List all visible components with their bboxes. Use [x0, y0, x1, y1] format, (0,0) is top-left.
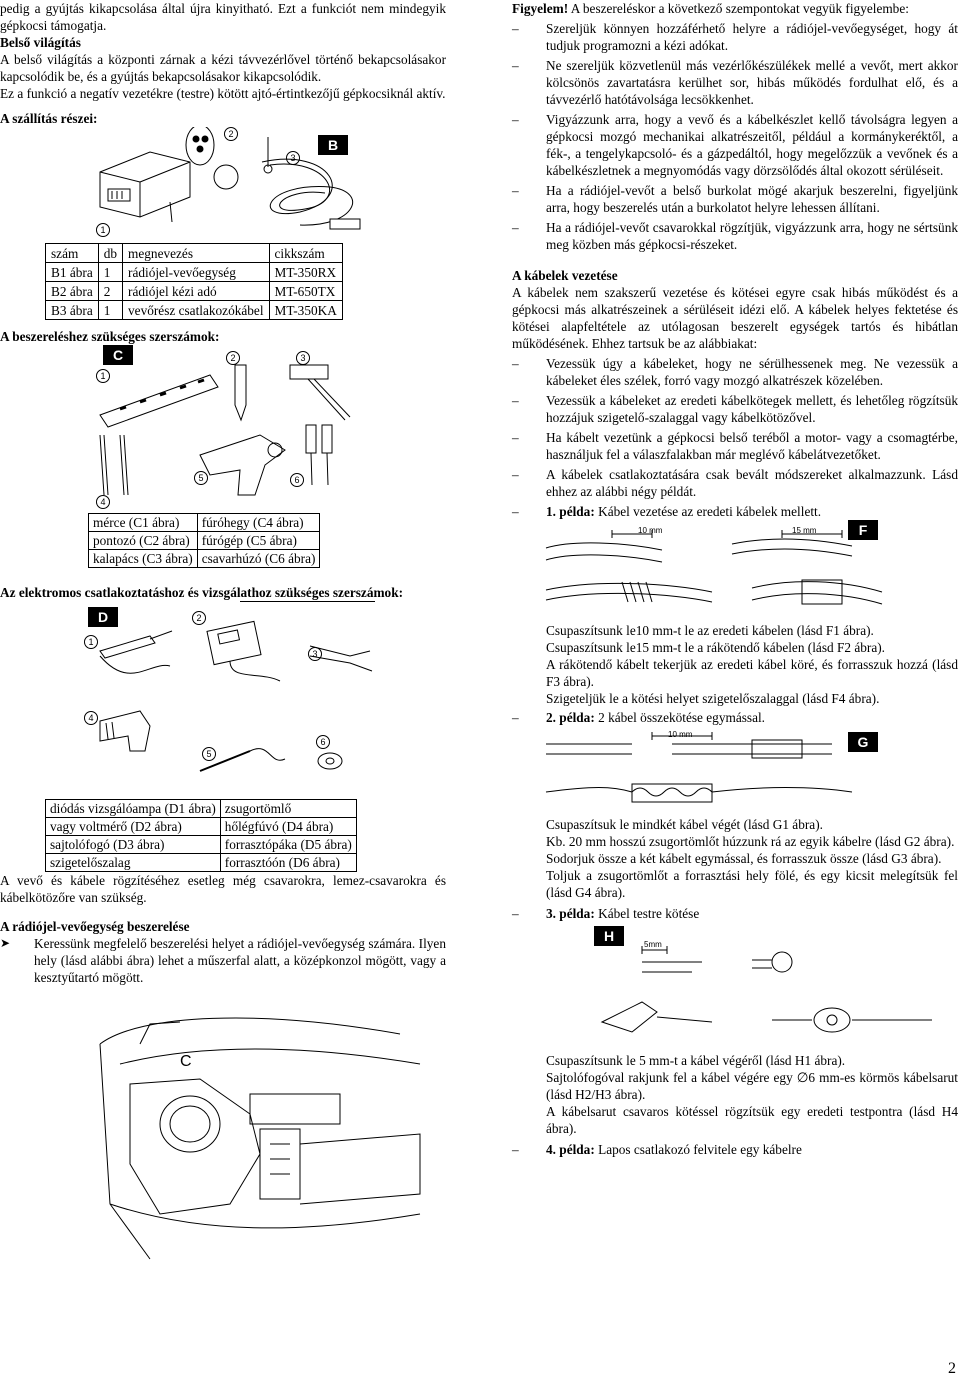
warning-label: Figyelem!	[512, 1, 569, 16]
table-cell: sajtolófogó (D3 ábra)	[46, 836, 221, 854]
page-number: 2	[948, 1360, 956, 1377]
table-cell: MT-350KA	[269, 301, 342, 320]
table-header-cell: szám	[46, 244, 99, 263]
electrical-note: A vevő és kábele rögzítéséhez esetleg még csavarokra, lemez-csavarokra és kábelkötözőre van szükség.	[0, 873, 446, 905]
table-row	[46, 836, 357, 854]
figure-g-label: G	[848, 732, 878, 752]
table-cell: fúróhegy (C4 ábra)	[197, 514, 320, 532]
list-item: – A kábelek csatlakoztatására csak bevált módszereket alkalmazzunk. Lásd ehhez az alábbi négy példát.	[512, 466, 958, 500]
example-3-list	[512, 905, 958, 922]
table-header-cell: db	[98, 244, 122, 263]
example-3-heading	[512, 905, 958, 922]
callout-c6: 6	[290, 473, 304, 487]
dashboard-illustration	[0, 1004, 446, 1264]
callout-b1: 1	[96, 223, 110, 237]
cable-splice-f-illustration	[512, 520, 958, 622]
table-cell: csavarhúzó (C6 ábra)	[197, 550, 320, 568]
parts-table	[45, 243, 343, 320]
tools-illustration	[0, 345, 446, 513]
figure-c	[0, 345, 446, 513]
interior-heading: Belső világítás	[0, 35, 81, 50]
left-column	[0, 0, 446, 1264]
install-text: ➤ Keressünk megfelelő beszerelési helyet a rádiójel-vevőegység számára. Ilyen hely (lásd alábbi ábra) lehet a műszerfal alatt, a középkonzol mögött, vagy a kesztyűtartó mögött.	[0, 935, 446, 986]
dashboard-figure	[0, 1004, 446, 1264]
example-3-label: 3. példa:	[546, 906, 595, 921]
example-1-steps	[512, 622, 958, 707]
table-cell: B3 ábra	[46, 301, 99, 320]
table-cell: szigetelőszalag	[46, 854, 221, 872]
callout-d5: 5	[202, 747, 216, 761]
table-cell: fúrógép (C5 ábra)	[197, 532, 320, 550]
step-text: Csupaszítsunk le10 mm-t le az eredeti kábelen (lásd F1 ábra).	[546, 623, 874, 638]
figure-b	[0, 127, 446, 235]
callout-c1: 1	[96, 369, 110, 383]
table-cell: rádiójel kézi adó	[123, 282, 270, 301]
tools-heading: A beszereléshez szükséges szerszámok:	[0, 329, 220, 344]
electrical-tools-heading: Az elektromos csatlakoztatáshoz és vizsgálathoz szükséges szerszámok:	[0, 585, 404, 600]
table-header-cell: cikkszám	[269, 244, 342, 263]
intro-text: pedig a gyújtás kikapcsolása által újra kinyitható. Ezt a funkciót nem mindegyik gépkocsi támogatja.	[0, 1, 446, 33]
step-text: Kb. 20 mm hosszú zsugortömlőt húzzunk rá az egyik kábelre (lásd G2 ábra).	[546, 834, 955, 849]
callout-c2: 2	[226, 351, 240, 365]
callout-d3: 3	[308, 647, 322, 661]
figure-f-label: F	[848, 520, 878, 540]
table-cell: kalapács (C3 ábra)	[89, 550, 198, 568]
example-1-heading	[512, 503, 958, 520]
table-row	[46, 818, 357, 836]
warning-text: A beszereléskor a következő szempontokat vegyük figyelembe:	[568, 1, 909, 16]
callout-c5: 5	[194, 471, 208, 485]
table-row	[46, 854, 357, 872]
step-text: Sajtolófogóval rakjunk fel a kábel végére egy ∅6 mm-es körmös kábelsarut (lásd H2/H3 ábra).	[546, 1070, 958, 1102]
cable-splice-g-illustration	[512, 726, 958, 816]
example-2-heading	[512, 709, 958, 726]
table-cell: pontozó (C2 ábra)	[89, 532, 198, 550]
list-item: – Ha a rádiójel-vevőt csavarokkal rögzítjük, vigyázzunk arra, hogy ne sértsünk meg közben más gépkocsi-részeket.	[512, 219, 958, 253]
table-row	[46, 263, 343, 282]
right-column	[512, 0, 958, 1158]
figure-d-label: D	[88, 607, 118, 627]
table-header-row	[46, 244, 343, 263]
table-cell: rádiójel-vevőegység	[123, 263, 270, 282]
example-4-label: 4. példa:	[546, 1142, 595, 1157]
figure-f-dimension-2: 15 mm	[792, 526, 817, 535]
figure-g	[512, 726, 958, 816]
example-3-text: Kábel testre kötése	[594, 906, 700, 921]
list-item: – Vezessük a kábeleket az eredeti kábelkötegek mellett, és lehetőleg rögzítsük hozzájuk szigetelő-szalaggal vagy kábelkötözővel.	[512, 392, 958, 426]
table-cell: MT-650TX	[269, 282, 342, 301]
example-1-text: Kábel vezetése az eredeti kábelek mellett.	[594, 504, 822, 519]
table-row	[89, 550, 320, 568]
delivery-heading: A szállítás részei:	[0, 111, 98, 126]
figure-h	[512, 922, 958, 1052]
table-cell: B2 ábra	[46, 282, 99, 301]
callout-c4: 4	[96, 495, 110, 509]
callout-d6: 6	[316, 735, 330, 749]
example-2-list	[512, 709, 958, 726]
interior-text-2: Ez a funkció a negatív vezetékre (testre) kötött ajtó-értintkezőjű gépkocsiknál aktív.	[0, 86, 446, 101]
table-cell: forrasztóón (D6 ábra)	[220, 854, 356, 872]
example-3-steps	[512, 1052, 958, 1137]
table-header-cell: megnevezés	[123, 244, 270, 263]
table-row	[46, 301, 343, 320]
step-text: Csupaszítsuk le mindkét kábel végét (lásd G1 ábra).	[546, 817, 823, 832]
callout-b2: 2	[224, 127, 238, 141]
receiver-kit-illustration	[0, 127, 446, 235]
cables-list	[512, 355, 958, 520]
svg-text:C: C	[180, 1053, 192, 1070]
callout-d2: 2	[192, 611, 206, 625]
interior-text: A belső világítás a központi zárnak a kézi távvezérlővel történő bekapcsolásakor kapcsolódik be, és a gyújtás bekapcsolásakor kikapcsolódik.	[0, 52, 446, 84]
callout-b3: 3	[286, 151, 300, 165]
ground-connection-h-illustration	[512, 922, 958, 1052]
figure-f-dimension-1: 10 mm	[638, 526, 663, 535]
list-item: – Szereljük könnyen hozzáférhető helyre a rádiójel-vevőegységet, hogy át tudjuk programozni a kézi adókat.	[512, 20, 958, 54]
table-row	[89, 514, 320, 532]
figure-g-dimension: 10 mm	[668, 730, 693, 739]
warning-list	[512, 20, 958, 253]
example-4-list	[512, 1141, 958, 1158]
figure-f	[512, 520, 958, 622]
cables-heading: A kábelek vezetése	[512, 268, 618, 283]
table-row	[46, 282, 343, 301]
figure-d	[0, 601, 446, 799]
example-4-heading	[512, 1141, 958, 1158]
list-item: – Ha a rádiójel-vevőt a belső burkolat mögé akarjuk beszerelni, figyeljünk arra, hogy beszerelés után a burkolatot helyre lehessen állítani.	[512, 182, 958, 216]
callout-d4: 4	[84, 711, 98, 725]
table-cell: MT-350RX	[269, 263, 342, 282]
figure-b-label: B	[318, 135, 348, 155]
step-text: Toljuk a zsugortömlőt a forrasztási hely fölé, és egy kicsit melegítsük fel (lásd G4 ábra).	[546, 868, 958, 900]
figure-c-label: C	[103, 345, 133, 365]
table-cell: vagy voltmérő (D2 ábra)	[46, 818, 221, 836]
step-text: A kábelsarut csavaros kötéssel rögzítsük egy eredeti testpontra (lásd H4 ábra).	[546, 1104, 958, 1136]
list-item: – Ha kábelt vezetünk a gépkocsi belső teréből a motor- vagy a csomagtérbe, használjuk fel a válaszfalakban már meglévő kábelátvezetőket.	[512, 429, 958, 463]
cables-text: A kábelek nem szakszerű vezetése és kötései egyre csak hibás működést és a gépkocsi más alkatrészeinek a sérüléseit idézi elő. A kábelek helyes fektetése és kötései alapfeltétele az utólagosan beszerelt egységek tartós és hibátlan működésének. Ehhez tartsuk be az alábbiakat:	[512, 285, 958, 351]
table-cell: mérce (C1 ábra)	[89, 514, 198, 532]
warning-paragraph	[512, 0, 958, 17]
step-text: Csupaszítsunk le15 mm-t le a rákötendő kábelen (lásd F2 ábra).	[546, 640, 885, 655]
electrical-tools-illustration	[0, 601, 446, 799]
example-2-label: 2. példa:	[546, 710, 595, 725]
table-cell: B1 ábra	[46, 263, 99, 282]
example-4-text: Lapos csatlakozó felvitele egy kábelre	[594, 1142, 802, 1157]
table-cell: 1	[98, 301, 122, 320]
tools-table	[88, 513, 320, 568]
callout-d1: 1	[84, 635, 98, 649]
electrical-tools-table	[45, 799, 357, 872]
table-cell: zsugortömlő	[220, 800, 356, 818]
install-heading: A rádiójel-vevőegység beszerelése	[0, 919, 190, 934]
table-cell: vevőrész csatlakozókábel	[123, 301, 270, 320]
table-cell: 1	[98, 263, 122, 282]
table-row	[89, 532, 320, 550]
example-2-text: 2 kábel összekötése egymással.	[594, 710, 765, 725]
table-cell: hőlégfúvó (D4 ábra)	[220, 818, 356, 836]
list-item: – Ne szereljük közvetlenül más vezérlőkészülékek mellé a vevőt, mert akkor kölcsönös zavartatásra kerülhet sor, hibás működés fordulhat elő, és a távvezérlő hatótávolsága lecsökkenhet.	[512, 57, 958, 108]
table-row	[46, 800, 357, 818]
step-text: Csupaszítsunk le 5 mm-t a kábel végéről (lásd H1 ábra).	[546, 1053, 846, 1068]
list-item: – Vigyázzunk arra, hogy a vevő és a kábelkészlet kellő távolságra legyen a gépkocsi mozgó mechanikai alkatrészeitől, például a kormánykeréktől, a fék-, a tengelykapcsoló- és a gázpedáltól, hogy megelőzzük a vevőnek és a kábelkészletnek a megnyomódás vagy dörzsölődés által okozott sérüléseit.	[512, 111, 958, 179]
step-text: Szigeteljük le a kötési helyet szigetelőszalaggal (lásd F4 ábra).	[546, 691, 880, 706]
list-item: – Vezessük úgy a kábeleket, hogy ne sérülhessenek meg. Ne vezessük a kábeleket éles szélek, forró vagy mozgó alkatrészek közelében.	[512, 355, 958, 389]
table-cell: 2	[98, 282, 122, 301]
callout-c3: 3	[296, 351, 310, 365]
figure-h-dimension: 5mm	[644, 940, 662, 949]
step-text: Sodorjuk össze a két kábelt egymással, és forrasszuk össze (lásd G3 ábra).	[546, 851, 942, 866]
step-text: A rákötendő kábelt tekerjük az eredeti kábel köré, és forrasszuk hozzá (lásd F3 ábra).	[546, 657, 958, 689]
figure-h-label: H	[594, 926, 624, 946]
table-cell: forrasztópáka (D5 ábra)	[220, 836, 356, 854]
example-1-label: 1. példa:	[546, 504, 595, 519]
table-cell: diódás vizsgálóampa (D1 ábra)	[46, 800, 221, 818]
example-2-steps	[512, 816, 958, 901]
